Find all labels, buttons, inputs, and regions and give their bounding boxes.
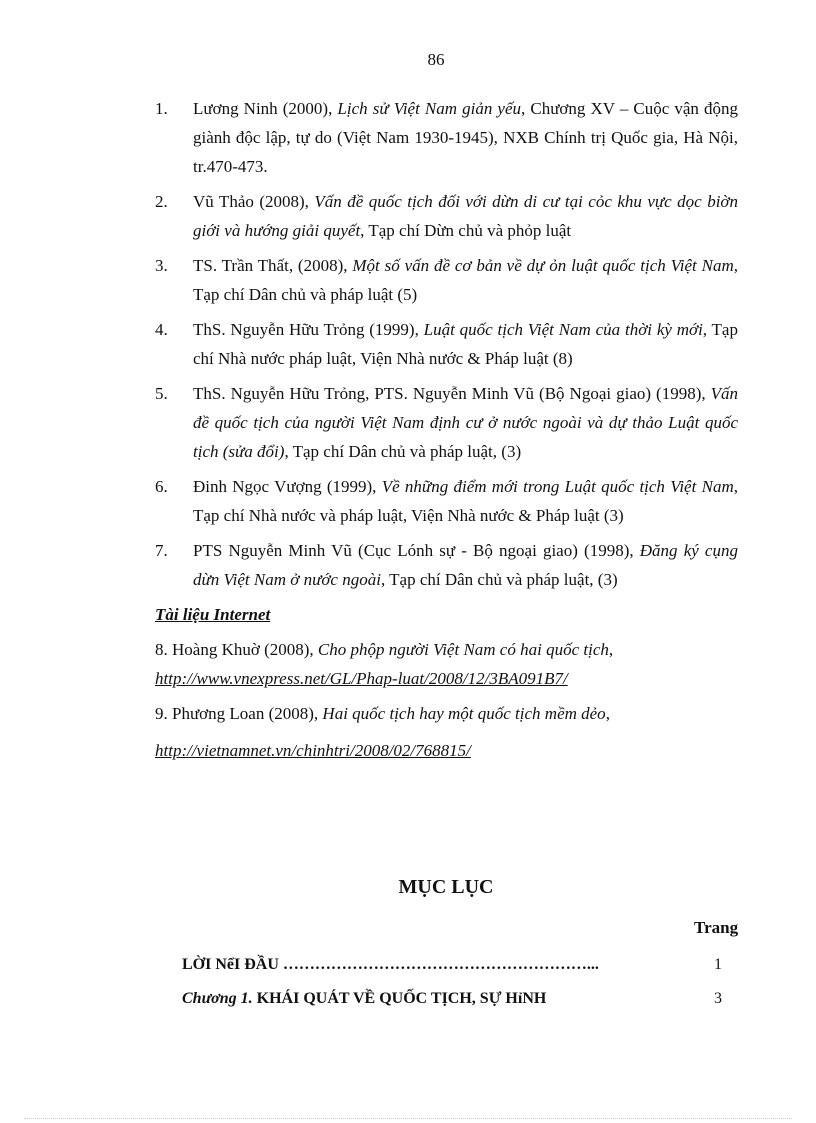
- reference-item: [155, 94, 738, 181]
- toc-chapter-prefix: Chương 1.: [182, 990, 253, 1007]
- reference-title: Về những điểm mới trong Luật quốc tịch Việt Nam: [381, 477, 734, 496]
- internet-reference-item: 9. Phương Loan (2008), Hai quốc tịch hay một quốc tịch mềm dẻo, http://vietnamnet.vn/chinhtri/2008/02/768815/: [155, 699, 738, 765]
- internet-reference-item: 8. Hoàng Khuờ (2008), Cho phộp người Việt Nam có hai quốc tịch, http://www.vnexpress.net/GL/Phap-luat/2008/12/3BA091B7/: [155, 640, 614, 688]
- page-number: 86: [427, 50, 445, 69]
- page-edge-divider: [24, 1118, 792, 1119]
- toc-row: [182, 956, 722, 974]
- reference-number: 1.: [155, 99, 168, 118]
- reference-title: Cho phộp người Việt Nam có hai quốc tịch: [317, 640, 609, 659]
- reference-text: TS. Trần Thất, (2008), Một số vấn đề cơ bản về dự ỏn luật quốc tịch Việt Nam, Tạp chí Dân chủ và pháp luật (5): [193, 256, 738, 304]
- reference-item: [155, 536, 738, 594]
- reference-number: 7.: [155, 541, 168, 560]
- toc-entry: Chương 1. KHÁI QUÁT VỀ QUỐC TỊCH, SỰ HỉNH: [182, 990, 547, 1007]
- reference-title: Hai quốc tịch hay một quốc tịch mềm dẻo: [322, 704, 606, 723]
- reference-text: ThS. Nguyễn Hữu Trỏng (1999), Luật quốc tịch Việt Nam của thời kỳ mới, Tạp chí Nhà nước pháp luật, Viện Nhà nước & Pháp luật (8): [193, 320, 738, 368]
- toc-page-label: Trang: [694, 918, 739, 937]
- reference-title: Lịch sử Việt Nam giản yếu: [337, 99, 522, 118]
- toc-row: [182, 990, 722, 1008]
- reference-text: Lương Ninh (2000), Lịch sử Việt Nam giản yếu, Chương XV – Cuộc vận động giành độc lập, tự do (Việt Nam 1930-1945), NXB Chính trị Quốc gia, Hà Nội, tr.470-473.: [193, 99, 738, 176]
- reference-number: 5.: [155, 384, 168, 403]
- reference-item: [155, 315, 738, 373]
- reference-list: [155, 94, 738, 771]
- reference-item: [155, 472, 738, 530]
- toc-entry: LỜI NểI ĐẦU …………………………………………………...: [182, 956, 599, 973]
- reference-title: Vấn đề quốc tịch của người Việt Nam định cư ở nước ngoài và dự thảo Luật quốc tịch (sửa đổi): [193, 384, 738, 461]
- reference-number: 4.: [155, 320, 168, 339]
- reference-number: 6.: [155, 477, 168, 496]
- reference-item: [155, 379, 738, 466]
- reference-title: Luật quốc tịch Việt Nam của thời kỳ mới: [423, 320, 703, 339]
- reference-title: Vấn đề quốc tịch đối với dừn di cư tại cỏc khu vực dọc biờn giới và hướng giải quyết: [193, 192, 738, 240]
- reference-title: Đăng ký cụng dừn Việt Nam ở nước ngoài: [193, 541, 738, 589]
- toc-page-number: 3: [714, 990, 722, 1007]
- reference-text: Đinh Ngọc Vượng (1999), Về những điểm mới trong Luật quốc tịch Việt Nam, Tạp chí Nhà nước và pháp luật, Viện Nhà nước & Pháp luật (3): [193, 477, 738, 525]
- toc-page-number: 1: [714, 956, 722, 973]
- reference-number: 2.: [155, 192, 168, 211]
- reference-title: Một số vấn đề cơ bản về dự ỏn luật quốc tịch Việt Nam: [352, 256, 734, 275]
- reference-text: ThS. Nguyễn Hữu Trỏng, PTS. Nguyễn Minh Vũ (Bộ Ngoại giao) (1998), Vấn đề quốc tịch của người Việt Nam định cư ở nước ngoài và dự thảo Luật quốc tịch (sửa đổi), Tạp chí Dân chủ và pháp luật, (3): [193, 384, 738, 461]
- reference-item: [155, 251, 738, 309]
- reference-item: [155, 187, 738, 245]
- reference-text: Vũ Thảo (2008), Vấn đề quốc tịch đối với dừn di cư tại cỏc khu vực dọc biờn giới và hướng giải quyết, Tạp chí Dừn chủ và phỏp luật: [193, 192, 738, 240]
- internet-section-heading: Tài liệu Internet: [155, 605, 271, 624]
- toc-title: MỤC LỤC: [398, 876, 494, 898]
- reference-link[interactable]: http://vietnamnet.vn/chinhtri/2008/02/768815/: [155, 741, 471, 760]
- reference-link[interactable]: http://www.vnexpress.net/GL/Phap-luat/2008/12/3BA091B7/: [155, 669, 568, 688]
- reference-number: 3.: [155, 256, 168, 275]
- reference-text: PTS Nguyễn Minh Vũ (Cục Lónh sự - Bộ ngoại giao) (1998), Đăng ký cụng dừn Việt Nam ở nước ngoài, Tạp chí Dân chủ và pháp luật, (3): [193, 541, 738, 589]
